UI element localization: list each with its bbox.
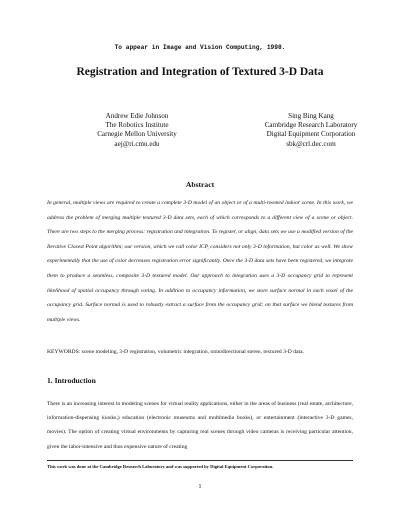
section-heading-introduction: 1. Introduction <box>47 376 96 385</box>
author-email: aej@ri.cmu.edu <box>114 139 160 148</box>
keywords: KEYWORDS: scene modeling, 3-D registration, volumetric integration, omnidirectional stereo, textured 3-D data. <box>47 349 304 355</box>
page-number: 1 <box>198 483 202 490</box>
footnote: This work was done at the Cambridge Research Laboratory and was supported by Digital Equipment Corporation. <box>47 464 274 469</box>
paper-title: Registration and Integration of Textured 3-D Data <box>76 66 324 78</box>
abstract-heading: Abstract <box>185 180 215 189</box>
author-affiliation: Carnegie Mellon University <box>97 130 177 139</box>
footnote-rule <box>47 460 353 461</box>
author-affiliation: Digital Equipment Corporation <box>266 130 356 139</box>
author-email: sbk@crl.dec.com <box>286 139 336 148</box>
author-name: Sing Bing Kang <box>288 112 334 120</box>
author-affiliation: Cambridge Research Laboratory <box>264 121 358 130</box>
author-affiliation: The Robotics Institute <box>105 121 169 130</box>
author-block-2 <box>236 112 386 149</box>
author-name: Andrew Edie Johnson <box>105 112 169 120</box>
introduction-text: There is an increasing interest in modeling scenes for virtual reality applications, either in the areas of business (real estate, architecture, information-dispensing kiosks,) education (electronic museums and multimedia books), or entertainment (interactive 3-D games, movies). The option of creating virtual environments by capturing real scenes through video cameras is receiving particular attention, given the labor-intensive and thus expensive nature of creating <box>47 401 353 450</box>
abstract-text: In general, multiple views are required to create a complete 3-D model of an object or of a multi-roomed indoor scene. In this work, we address the problem of merging multiple textured 3-D data sets, each of which corresponds to a different view of a scene or object. There are two steps to the merging process: registration and integration. To register, or align, data sets we use a modified version of the Iterative Closest Point algorithm; our version, which we call color ICP, considers not only 3-D information, but color as well. We show experimentally that the use of color decreases registration error significantly. Once the 3-D data sets have been registered, we integrate them to produce a seamless, composite 3-D textured model. Our approach to integration uses a 3-D occupancy grid to represent likelihood of spatial occupancy through voting. In addition to occupancy information, we store surface normal in each voxel of the occupancy grid. Surface normal is used to robustly extract a surface from the occupancy grid; on that surface we blend textures from multiple views. <box>47 200 353 323</box>
author-block-1 <box>62 112 212 149</box>
publication-note: To appear in Image and Vision Computing, 1998. <box>114 44 286 51</box>
